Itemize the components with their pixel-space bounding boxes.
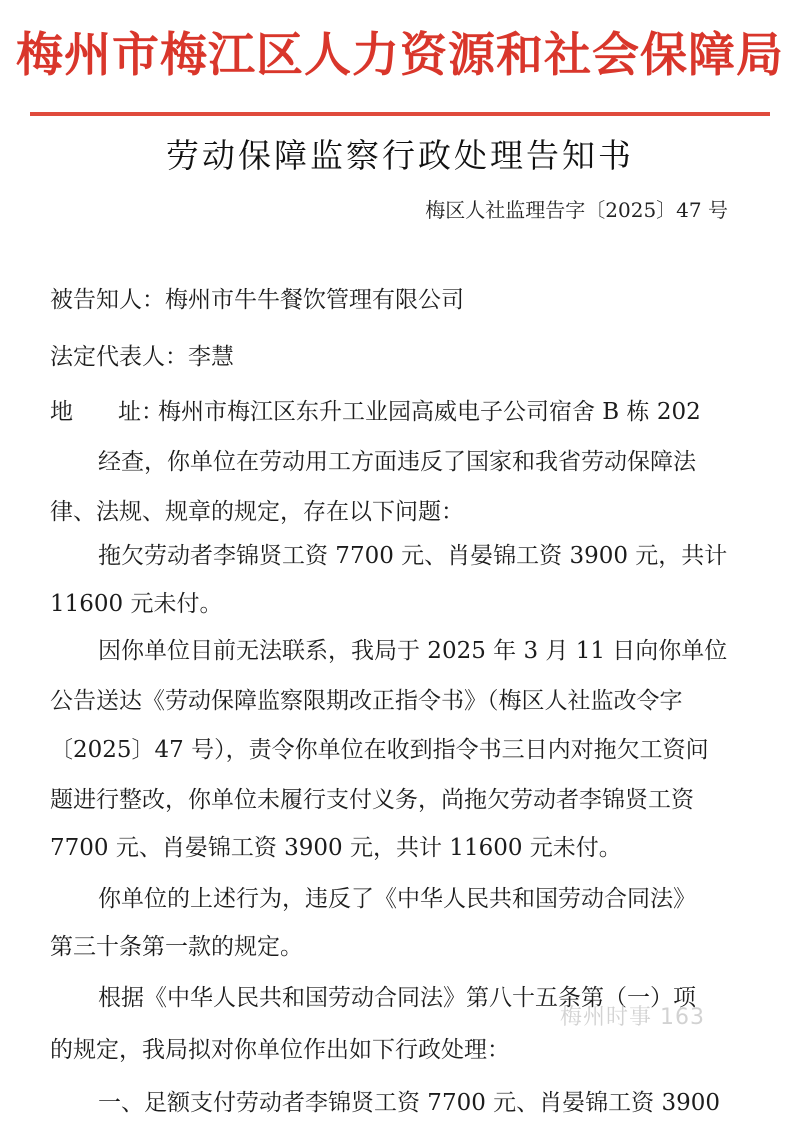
red-divider (30, 112, 770, 116)
body-line: 根据《中华人民共和国劳动合同法》第八十五条第（一）项 (98, 985, 696, 1011)
respondent-name: 梅州市牛牛餐饮管理有限公司 (165, 287, 464, 313)
body-line: 你单位的上述行为，违反了《中华人民共和国劳动合同法》 (98, 886, 696, 912)
body-line: 的规定，我局拟对你单位作出如下行政处理： (50, 1037, 510, 1063)
body-line: 因你单位目前无法联系，我局于 2025 年 3 月 11 日向你单位 (98, 638, 728, 664)
document-title: 劳动保障监察行政处理告知书 (166, 136, 634, 175)
body-line: 7700 元、肖晏锦工资 3900 元，共计 11600 元未付。 (50, 835, 622, 861)
body-line: 拖欠劳动者李锦贤工资 7700 元、肖晏锦工资 3900 元，共计 (98, 543, 728, 569)
document-number: 梅区人社监理告字〔2025〕47 号 (425, 198, 728, 222)
org-header: 梅州市梅江区人力资源和社会保障局 (16, 28, 784, 83)
legal-rep-name: 李慧 (188, 344, 234, 370)
respondent-label: 被告知人： (50, 287, 165, 313)
body-line: 公告送达《劳动保障监察限期改正指令书》（梅区人社监改令字 (50, 688, 683, 714)
body-line: 题进行整改，你单位未履行支付义务，尚拖欠劳动者李锦贤工资 (50, 787, 694, 813)
body-line: 第三十条第一款的规定。 (50, 934, 303, 960)
body-line: 〔2025〕47 号），责令你单位在收到指令书三日内对拖欠工资问 (50, 737, 709, 763)
legal-rep-label: 法定代表人： (50, 344, 188, 370)
watermark: 梅州时事 163 (560, 1005, 705, 1030)
legal-rep-line (50, 342, 760, 372)
body-line: 经查，你单位在劳动用工方面违反了国家和我省劳动保障法 (98, 449, 696, 475)
address-value: 梅州市梅江区东升工业园高威电子公司宿舍 B 栋 202 (158, 399, 701, 425)
body-line: 11600 元未付。 (50, 591, 223, 617)
respondent-line (50, 285, 760, 315)
address-label: 地 址： (50, 399, 164, 425)
body-line: 律、法规、规章的规定，存在以下问题： (50, 499, 464, 525)
address-line (50, 397, 760, 427)
body-line: 一、足额支付劳动者李锦贤工资 7700 元、肖晏锦工资 3900 (98, 1090, 720, 1116)
